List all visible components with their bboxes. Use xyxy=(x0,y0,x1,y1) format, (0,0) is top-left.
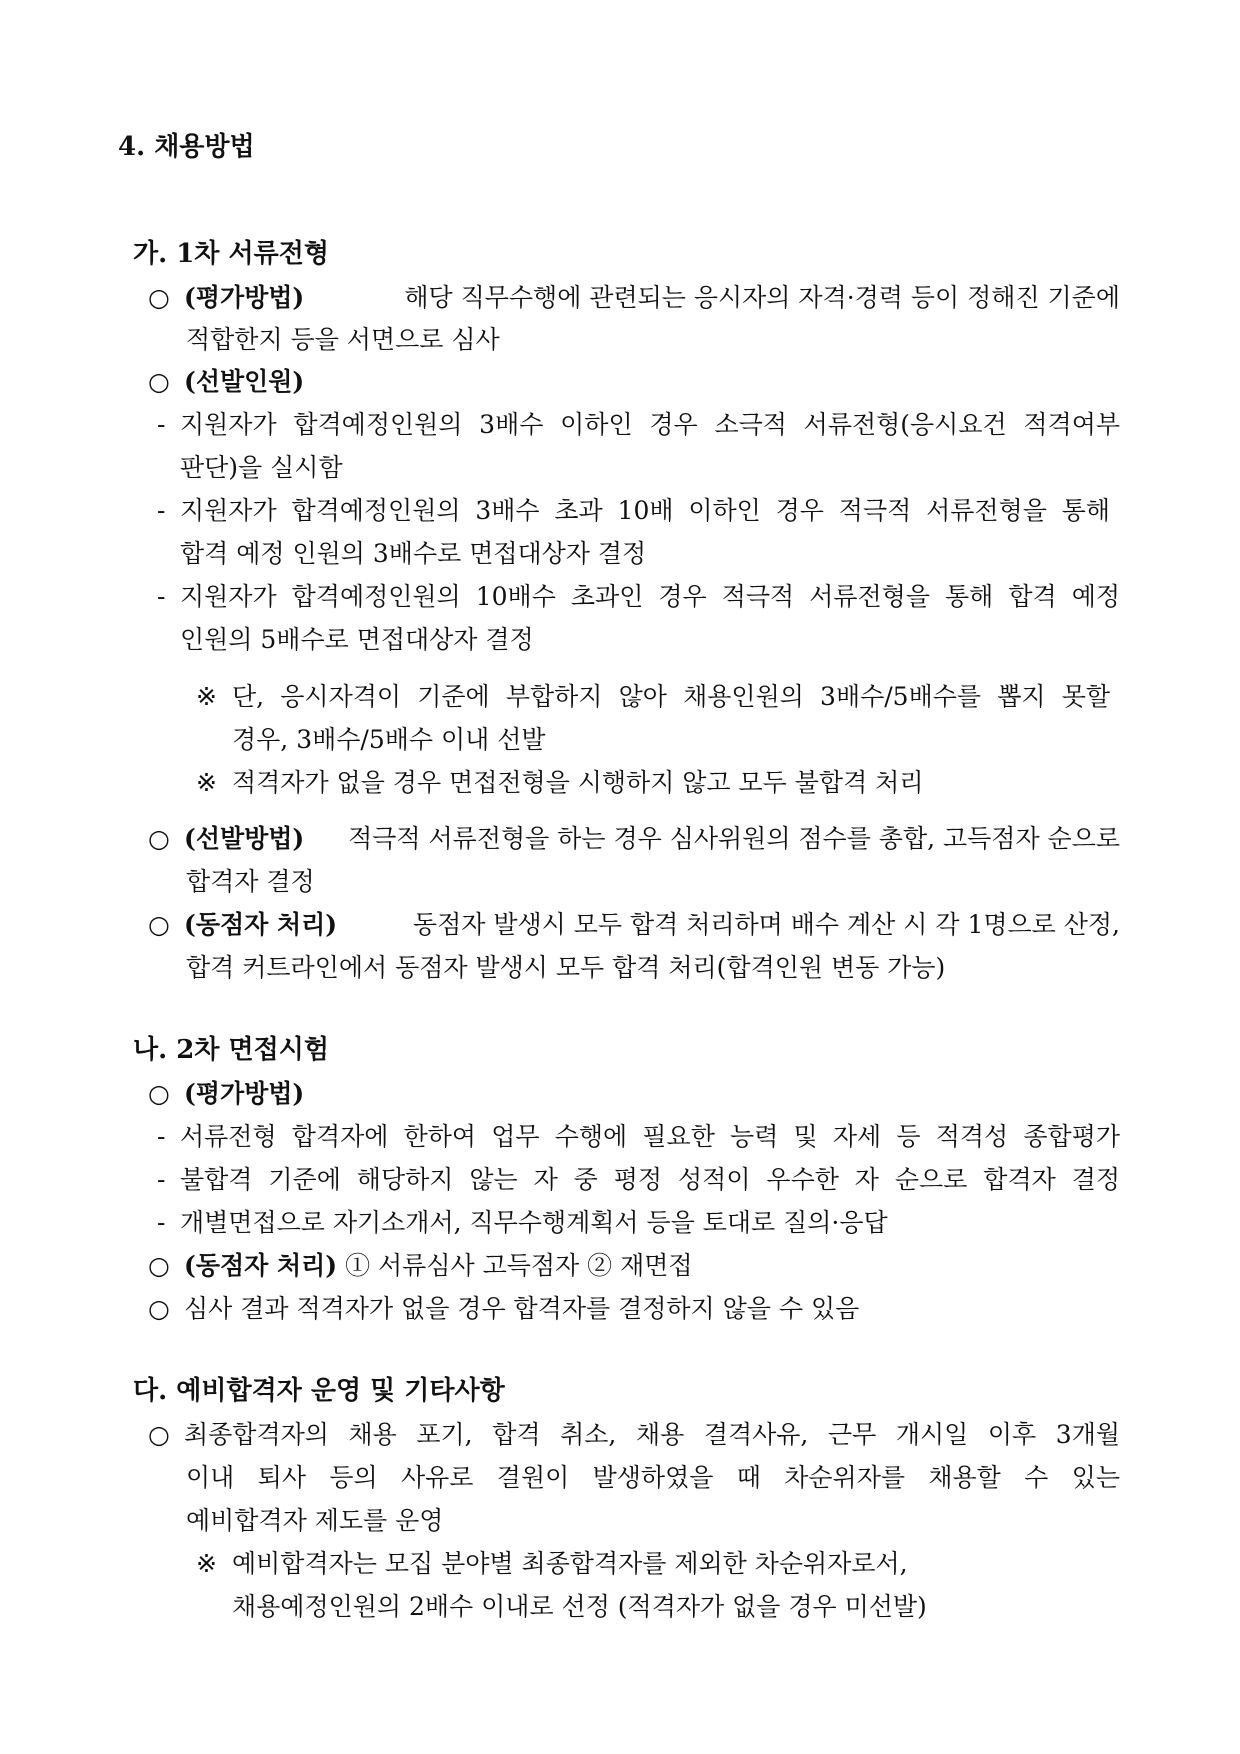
dash-text: 서류전형 합격자에 한하여 업무 수행에 필요한 능력 및 자세 등 적격성 종합평가 xyxy=(180,1122,1120,1151)
dash-text-continued: 합격 예정 인원의 3배수로 면접대상자 결정 xyxy=(180,539,647,568)
note-text: 단, 응시자격이 기준에 부합하지 않아 채용인원의 3배수/5배수를 뽑지 못할 xyxy=(232,682,1110,711)
note-item xyxy=(0,1547,1240,1581)
dash-item xyxy=(0,408,1240,442)
dash-text: 불합격 기준에 해당하지 않는 자 중 평정 성적이 우수한 자 순으로 합격자 결정 xyxy=(180,1165,1120,1194)
bullet-text: 최종합격자의 채용 포기, 합격 취소, 채용 결격사유, 근무 개시일 이후 3개월 xyxy=(184,1420,1120,1449)
subsection-heading-a: 가. 1차 서류전형 xyxy=(133,239,329,269)
bullet-mark: ○ xyxy=(148,1251,170,1280)
bullet-text: ① 서류심사 고득점자 ② 재면접 xyxy=(345,1251,693,1280)
bullet-text-continued: 합격자 결정 xyxy=(186,867,315,896)
subsection-heading-c: 다. 예비합격자 운영 및 기타사항 xyxy=(133,1376,505,1406)
dash-item xyxy=(0,494,1240,528)
subsection-heading-b: 나. 2차 면접시험 xyxy=(133,1035,329,1065)
bullet-selection-count xyxy=(0,365,1240,399)
section-title: 4. 채용방법 xyxy=(118,132,255,162)
bullet-text: 적극적 서류전형을 하는 경우 심사위원의 점수를 총합, 고득점자 순으로 xyxy=(348,824,1120,853)
note-item xyxy=(0,680,1240,714)
note-text-continued: 채용예정인원의 2배수 이내로 선정 (적격자가 없을 경우 미선발) xyxy=(232,1592,927,1621)
note-mark: ※ xyxy=(196,1549,217,1578)
dash-item xyxy=(0,580,1240,614)
bullet-mark: ○ xyxy=(148,824,170,853)
dash-mark: - xyxy=(157,496,166,525)
bullet-selection-method xyxy=(0,822,1240,856)
note-text-continued: 경우, 3배수/5배수 이내 선발 xyxy=(232,725,546,754)
dash-mark: - xyxy=(157,1165,166,1194)
bullet-label: (선발인원) xyxy=(184,367,305,396)
bullet-text-continued: 예비합격자 제도를 운영 xyxy=(186,1506,444,1535)
dash-mark: - xyxy=(157,410,166,439)
dash-mark: - xyxy=(157,1122,166,1151)
bullet-text: 동점자 발생시 모두 합격 처리하며 배수 계산 시 각 1명으로 산정, xyxy=(412,910,1120,939)
bullet-label: (선발방법) xyxy=(184,824,305,853)
dash-text: 개별면접으로 자기소개서, 직무수행계획서 등을 토대로 질의·응답 xyxy=(180,1208,888,1237)
bullet-text-continued: 이내 퇴사 등의 사유로 결원이 발생하였을 때 차순위자를 채용할 수 있는 xyxy=(186,1463,1120,1492)
dash-item xyxy=(0,1120,1240,1154)
note-mark: ※ xyxy=(196,682,217,711)
dash-item xyxy=(0,1163,1240,1197)
bullet-label: (평가방법) xyxy=(184,283,305,312)
bullet-label: (동점자 처리) xyxy=(184,1251,338,1280)
dash-text: 지원자가 합격예정인원의 3배수 초과 10배 이하인 경우 적극적 서류전형을 통해 xyxy=(180,496,1110,525)
dash-item xyxy=(0,1206,1240,1240)
bullet-mark: ○ xyxy=(148,367,170,396)
note-text: 예비합격자는 모집 분야별 최종합격자를 제외한 차순위자로서, xyxy=(232,1549,908,1578)
note-text: 적격자가 없을 경우 면접전형을 시행하지 않고 모두 불합격 처리 xyxy=(232,768,924,797)
dash-mark: - xyxy=(157,582,166,611)
bullet-evaluation-method xyxy=(0,281,1240,315)
bullet-mark: ○ xyxy=(148,1294,170,1323)
bullet-item xyxy=(0,1292,1240,1326)
bullet-evaluation-method xyxy=(0,1077,1240,1111)
bullet-text-continued: 적합한지 등을 서면으로 심사 xyxy=(186,325,500,354)
bullet-label: (평가방법) xyxy=(184,1079,305,1108)
bullet-tie-handling xyxy=(0,908,1240,942)
bullet-mark: ○ xyxy=(148,1079,170,1108)
dash-mark: - xyxy=(157,1208,166,1237)
bullet-label: (동점자 처리) xyxy=(184,910,338,939)
bullet-item xyxy=(0,1418,1240,1452)
bullet-mark: ○ xyxy=(148,910,170,939)
bullet-tie-handling xyxy=(0,1249,1240,1283)
dash-text-continued: 판단)을 실시함 xyxy=(180,453,343,482)
bullet-text: 해당 직무수행에 관련되는 응시자의 자격·경력 등이 정해진 기준에 xyxy=(404,283,1120,312)
dash-text: 지원자가 합격예정인원의 3배수 이하인 경우 소극적 서류전형(응시요건 적격여부 xyxy=(180,410,1120,439)
bullet-text: 심사 결과 적격자가 없을 경우 합격자를 결정하지 않을 수 있음 xyxy=(184,1294,860,1323)
bullet-mark: ○ xyxy=(148,1420,170,1449)
dash-text-continued: 인원의 5배수로 면접대상자 결정 xyxy=(180,625,534,654)
note-item xyxy=(0,766,1240,800)
bullet-text-continued: 합격 커트라인에서 동점자 발생시 모두 합격 처리(합격인원 변동 가능) xyxy=(186,953,946,982)
bullet-mark: ○ xyxy=(148,283,170,312)
note-mark: ※ xyxy=(196,768,217,797)
dash-text: 지원자가 합격예정인원의 10배수 초과인 경우 적극적 서류전형을 통해 합격 예정 xyxy=(180,582,1120,611)
